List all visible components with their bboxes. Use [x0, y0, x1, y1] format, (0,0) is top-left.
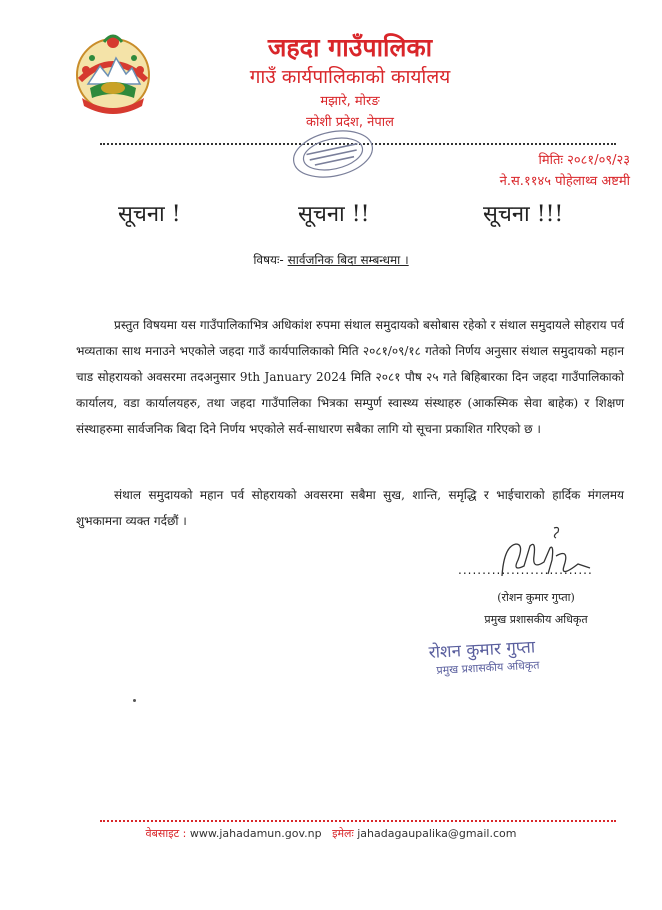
notice-heading-3: सूचना !!! — [483, 202, 564, 227]
office-name: गाउँ कार्यपालिकाको कार्यालय — [249, 66, 451, 88]
office-stamp-icon — [285, 125, 381, 183]
nepal-sambat-date: ने.स.११४५ पोहेलाथ्व अष्टमी — [499, 174, 630, 189]
nepal-emblem-icon — [68, 28, 158, 118]
body-paragraph-2: संथाल समुदायको महान पर्व सोहरायको अवसरमा सबैमा सुख, शान्ति, समृद्धि र भाईचाराको हार्दिक मंगलमय शुभकामना व्यक्त गर्दछौं । — [76, 488, 624, 528]
email-label: इमेलः — [332, 827, 354, 840]
office-province: कोशी प्रदेश, नेपाल — [306, 115, 394, 130]
footer-contact — [0, 826, 662, 841]
date-label: मितिः — [538, 153, 564, 168]
name-stamp-title: प्रमुख प्रशासकीय अधिकृत — [436, 658, 540, 677]
subject-value: सार्वजनिक बिदा सम्बन्धमा । — [287, 253, 409, 267]
date-value: २०८१/०९/२३ — [567, 153, 630, 168]
scan-speck — [133, 699, 136, 702]
subject-label: विषयः- — [253, 253, 284, 267]
office-place: मझारे, मोरङ — [320, 94, 380, 109]
signatory-title: प्रमुख प्रशासकीय अधिकृत — [484, 613, 588, 626]
website-label: वेबसाइट : — [145, 827, 187, 840]
issue-date — [538, 150, 630, 168]
notice-heading-1: सूचना ! — [118, 202, 181, 227]
subject-line — [0, 251, 662, 268]
footer-divider — [100, 820, 616, 822]
org-name: जहदा गाउँपालिका — [267, 33, 433, 62]
email-link[interactable]: jahadagaupalika@gmail.com — [357, 827, 517, 840]
name-stamp-name: रोशन कुमार गुप्ता — [428, 637, 536, 663]
notice-heading-2: सूचना !! — [298, 202, 370, 227]
website-link[interactable]: www.jahadamun.gov.np — [189, 827, 322, 840]
signature-line: ............................ — [458, 563, 593, 577]
signatory-name: (रोशन कुमार गुप्ता) — [497, 591, 575, 604]
body-paragraph-1: प्रस्तुत विषयमा यस गाउँपालिकाभित्र अधिकांश रुपमा संथाल समुदायको बसोबास रहेको र संथाल समुदायले सोहराय पर्व भव्यताका साथ मनाउने भएकोले जहदा गाउँ कार्यपालिकाको मिति २०८१/०९/१८ गतेको निर्णय अनुसार संथाल समुदायको महान चाड सोहरायको अवसरमा तदअनुसार 9th January 2024 मिति २०८१ पौष २५ गते बिहिबारका दिन जहदा गाउँपालिकाको कार्यालय, वडा कार्यालयहरु, तथा जहदा गाउँपालिका भित्रका सम्पुर्ण स्वास्थ्य संस्थाहरु (आकस्मिक सेवा बाहेक) र शिक्षण संस्थाहरुमा सार्वजनिक बिदा दिने निर्णय भएकोले सर्व-साधारण सबैका लागि यो सूचना प्रकाशित गरिएको छ । — [76, 318, 624, 436]
